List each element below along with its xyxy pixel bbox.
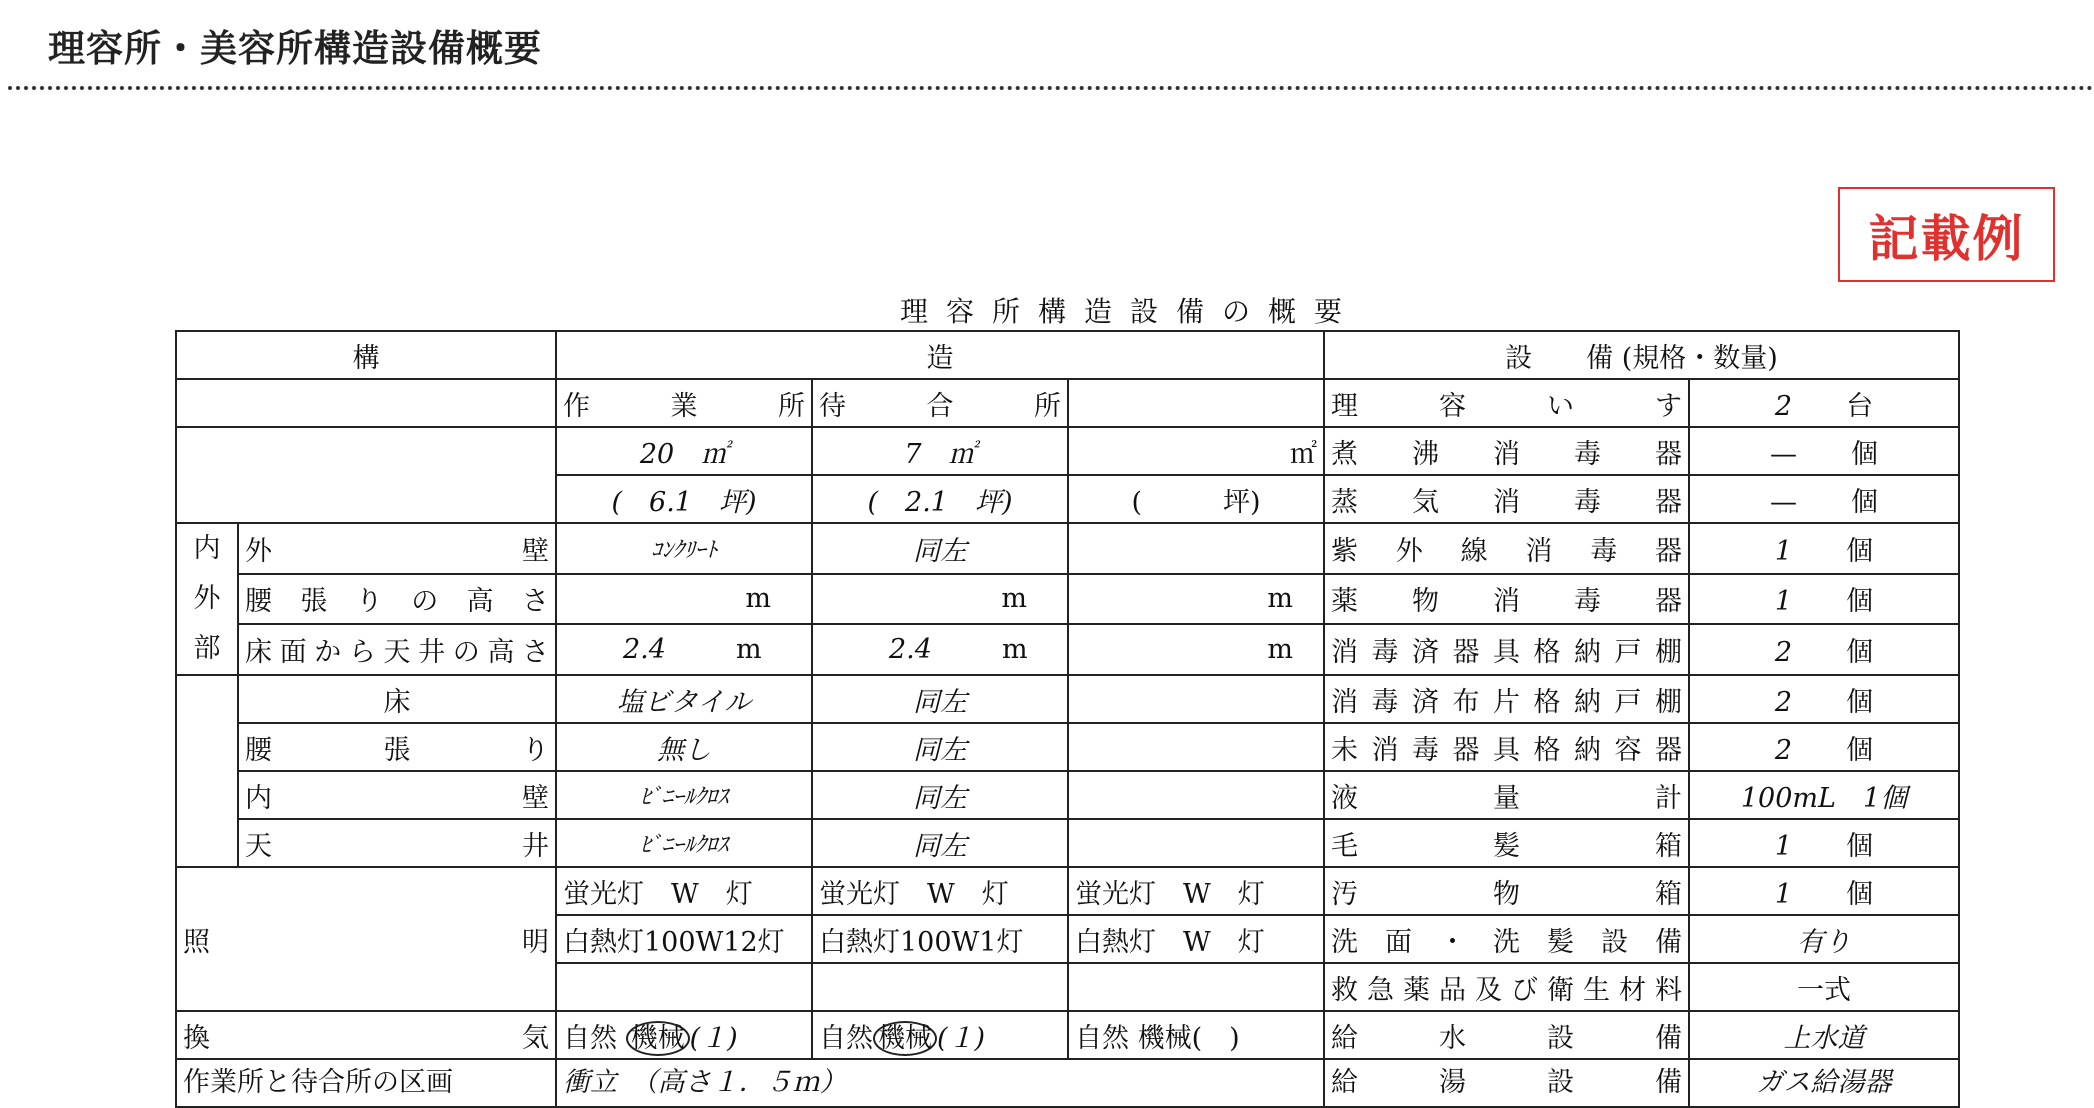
outer-wall-work: ｺﾝｸﾘｰﾄ — [556, 523, 812, 574]
ventilation-label: 換 気 — [176, 1011, 556, 1059]
fluorescent-other: 蛍光灯 W 灯 — [1068, 867, 1324, 915]
ceiling-height-wait: 2.4 m — [812, 624, 1068, 675]
row-label-wainscot-height: 腰 張 り の 高 さ — [238, 574, 556, 625]
tsubo-wait: ( 2.1 坪) — [812, 475, 1068, 523]
equipment-name: 洗 面 ・ 洗 髪 設 備 — [1324, 915, 1689, 963]
equipment-name: 救急薬品及び衛生材料 — [1324, 963, 1689, 1011]
area-wait: 7 ㎡ — [812, 427, 1068, 475]
ventilation-work: 自然 機械 (１) — [556, 1011, 812, 1059]
wainscot-wait: 同左 — [812, 723, 1068, 771]
equipment-name: 汚 物 箱 — [1324, 867, 1689, 915]
equipment-qty: 2 個 — [1689, 723, 1959, 771]
header-divider — [8, 86, 2094, 90]
row-label-wainscot: 腰 張 り — [238, 723, 556, 771]
equipment-qty: 2 個 — [1689, 675, 1959, 723]
floor-work: 塩ビタイル — [556, 675, 812, 723]
wainscot-height-wait: m — [812, 574, 1068, 625]
wainscot-work: 無し — [556, 723, 812, 771]
equipment-qty: 1 個 — [1689, 574, 1959, 625]
document-title: 理容所構造設備の概要 — [899, 295, 1360, 328]
equipment-qty: 上水道 — [1689, 1011, 1959, 1059]
wainscot-height-work: m — [556, 574, 812, 625]
area-work: 20 ㎡ — [556, 427, 812, 475]
row-label-outer-wall: 外 壁 — [238, 523, 556, 574]
equipment-qty: ガス給湯器 — [1689, 1059, 1959, 1107]
incandescent-wait: 白熱灯100W1灯 — [812, 915, 1068, 963]
tsubo-other: ( 坪) — [1068, 475, 1324, 523]
equipment-qty: 100mL 1個 — [1689, 771, 1959, 819]
partition-value: 衝立 （高さ１．５ｍ） — [556, 1059, 1324, 1107]
structure-header-right: 造 — [556, 331, 1324, 379]
equipment-name: 蒸 気 消 毒 器 — [1324, 475, 1689, 523]
wainscot-height-other: m — [1068, 574, 1324, 625]
exterior-side-label: 内 外 部 — [176, 523, 238, 675]
area-other: ㎡ — [1068, 427, 1324, 475]
equipment-name: 液 量 計 — [1324, 771, 1689, 819]
col-wait-header: 待 合 所 — [812, 379, 1068, 427]
equipment-name: 給 湯 設 備 — [1324, 1059, 1689, 1107]
structure-header-left: 構 — [176, 331, 556, 379]
equipment-name: 薬 物 消 毒 器 — [1324, 574, 1689, 625]
inner-wall-other — [1068, 771, 1324, 819]
ventilation-wait: 自然 機械 (１) — [812, 1011, 1068, 1059]
inner-wall-wait: 同左 — [812, 771, 1068, 819]
outer-wall-other — [1068, 523, 1324, 574]
equipment-name: 理 容 い す — [1324, 379, 1689, 427]
equipment-qty: — 個 — [1689, 475, 1959, 523]
equipment-name: 消毒済布片格納戸棚 — [1324, 675, 1689, 723]
partition-label: 作業所と待合所の区画 — [176, 1059, 556, 1107]
lighting-label: 照 明 — [176, 867, 556, 1011]
outer-wall-wait: 同左 — [812, 523, 1068, 574]
ceiling-other — [1068, 819, 1324, 867]
ventilation-other: 自然 機械( ) — [1068, 1011, 1324, 1059]
equipment-qty: 1 個 — [1689, 523, 1959, 574]
inner-wall-work: ﾋﾞﾆｰﾙｸﾛｽ — [556, 771, 812, 819]
equipment-header: 設 備 (規格・数量) — [1324, 331, 1959, 379]
incandescent-work: 白熱灯100W12灯 — [556, 915, 812, 963]
ceiling-work: ﾋﾞﾆｰﾙｸﾛｽ — [556, 819, 812, 867]
equipment-name: 給 水 設 備 — [1324, 1011, 1689, 1059]
incandescent-other: 白熱灯 W 灯 — [1068, 915, 1324, 963]
ceiling-height-other: m — [1068, 624, 1324, 675]
row-label-ceiling-height: 床面から天井の高さ — [238, 624, 556, 675]
equipment-qty: 有り — [1689, 915, 1959, 963]
col-work-header: 作 業 所 — [556, 379, 812, 427]
fluorescent-work: 蛍光灯 W 灯 — [556, 867, 812, 915]
equipment-qty: — 個 — [1689, 427, 1959, 475]
equipment-qty: 2 個 — [1689, 624, 1959, 675]
equipment-name: 煮 沸 消 毒 器 — [1324, 427, 1689, 475]
row-label-ceiling: 天 井 — [238, 819, 556, 867]
floor-wait: 同左 — [812, 675, 1068, 723]
ceiling-wait: 同左 — [812, 819, 1068, 867]
equipment-name: 紫 外 線 消 毒 器 — [1324, 523, 1689, 574]
floor-other — [1068, 675, 1324, 723]
example-stamp: 記載例 — [1838, 187, 2055, 282]
equipment-name: 消毒済器具格納戸棚 — [1324, 624, 1689, 675]
equipment-name: 毛 髪 箱 — [1324, 819, 1689, 867]
equipment-qty: 一式 — [1689, 963, 1959, 1011]
equipment-name: 未消毒器具格納容器 — [1324, 723, 1689, 771]
fluorescent-wait: 蛍光灯 W 灯 — [812, 867, 1068, 915]
ceiling-height-work: 2.4 m — [556, 624, 812, 675]
wainscot-other — [1068, 723, 1324, 771]
equipment-qty: 2 台 — [1689, 379, 1959, 427]
equipment-qty: 1 個 — [1689, 867, 1959, 915]
tsubo-work: ( 6.1 坪) — [556, 475, 812, 523]
row-label-inner-wall: 内 壁 — [238, 771, 556, 819]
structure-equipment-table — [175, 330, 1960, 1108]
page-title: 理容所・美容所構造設備概要 — [48, 27, 542, 70]
equipment-qty: 1 個 — [1689, 819, 1959, 867]
row-label-floor: 床 — [238, 675, 556, 723]
